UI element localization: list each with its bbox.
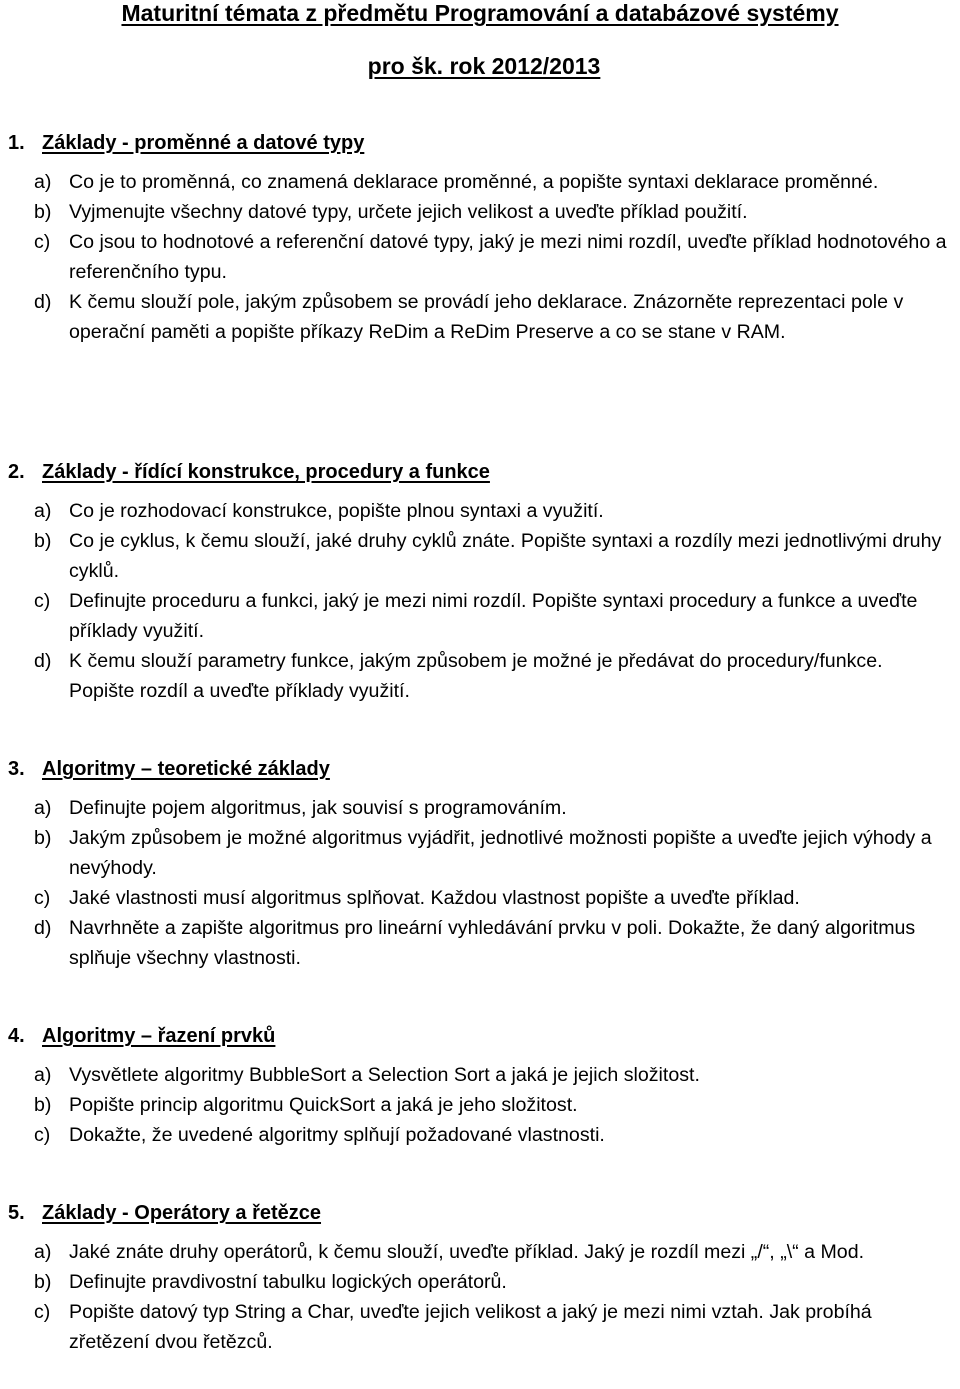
item-letter: b) [34,1094,52,1116]
question-item [8,793,953,823]
item-text: Co jsou to hodnotové a referenční datové typy, jaký je mezi nimi rozdíl, uveďte příklad hodnotového a referenčního typu. [69,231,947,283]
section-heading [8,457,953,487]
section-5 [8,1198,953,1357]
item-text: Definujte pojem algoritmus, jak souvisí s programováním. [69,797,567,819]
question-item [8,227,953,287]
item-text: Co je to proměnná, co znamená deklarace proměnné, a popište syntaxi deklarace proměnné. [69,171,879,193]
item-letter: b) [34,201,52,223]
section-2 [8,457,953,706]
item-letter: a) [34,500,52,522]
section-4 [8,1021,953,1150]
question-item [8,1120,953,1150]
document-title: Maturitní témata z předmětu Programování a databázové systémy [121,0,839,26]
section-number: 5. [8,1202,25,1224]
item-letter: c) [34,887,51,909]
question-item [8,197,953,227]
item-text: Dokažte, že uvedené algoritmy splňují požadované vlastnosti. [69,1124,605,1146]
item-letter: a) [34,797,52,819]
item-text: Jakým způsobem je možné algoritmus vyjádřit, jednotlivé možnosti popište a uveďte jejich výhody a nevýhody. [69,827,932,879]
item-letter: b) [34,827,52,849]
question-item [8,1237,953,1267]
item-letter: a) [34,171,52,193]
question-item [8,167,953,197]
question-item [8,1090,953,1120]
section-number: 3. [8,758,25,780]
section-heading [8,1021,953,1051]
item-letter: a) [34,1064,52,1086]
item-text: Definujte pravdivostní tabulku logických operátorů. [69,1271,507,1293]
section-number: 2. [8,461,25,483]
item-text: Co je rozhodovací konstrukce, popište plnou syntaxi a využití. [69,500,604,522]
item-letter: c) [34,1301,51,1323]
item-letter: d) [34,291,52,313]
item-text: Definujte proceduru a funkci, jaký je mezi nimi rozdíl. Popište syntaxi procedury a funkce a uveďte příklady využití. [69,590,918,642]
item-letter: c) [34,1124,51,1146]
section-number: 1. [8,132,25,154]
section-title: Základy - Operátory a řetězce [42,1202,322,1224]
item-text: K čemu slouží parametry funkce, jakým způsobem je možné je předávat do procedury/funkce. Popište rozdíl a uveďte příklady využití. [69,650,883,702]
item-text: K čemu slouží pole, jakým způsobem se provádí jeho deklarace. Znázorněte reprezentaci pole v operační paměti a popište příkazy ReDim a ReDim Preserve a co se stane v RAM. [69,291,904,343]
question-item [8,287,953,347]
item-letter: c) [34,590,51,612]
question-item [8,646,953,706]
question-item [8,496,953,526]
section-title: Základy - proměnné a datové typy [42,132,365,154]
document-subtitle: pro šk. rok 2012/2013 [367,53,601,79]
section-heading [8,1198,953,1228]
section-title: Základy - řídící konstrukce, procedury a funkce [42,461,490,483]
item-text: Jaké znáte druhy operátorů, k čemu slouží, uveďte příklad. Jaký je rozdíl mezi „/“, „\“ a Mod. [69,1241,865,1263]
question-item [8,883,953,913]
question-item [8,526,953,586]
question-item [8,1267,953,1297]
section-title: Algoritmy – řazení prvků [42,1025,276,1047]
item-text: Navrhněte a zapište algoritmus pro lineární vyhledávání prvku v poli. Dokažte, že daný algoritmus splňuje všechny vlastnosti. [69,917,916,969]
item-text: Vyjmenujte všechny datové typy, určete jejich velikost a uveďte příklad použití. [69,201,748,223]
section-number: 4. [8,1025,25,1047]
section-heading [8,128,953,158]
item-letter: d) [34,917,52,939]
item-letter: d) [34,650,52,672]
item-letter: c) [34,231,51,253]
question-item [8,1297,953,1357]
item-text: Popište datový typ String a Char, uveďte jejich velikost a jaký je mezi nimi vztah. Jak probíhá zřetězení dvou řetězců. [69,1301,872,1353]
item-text: Vysvětlete algoritmy BubbleSort a Selection Sort a jaká je jejich složitost. [69,1064,700,1086]
section-heading [8,754,953,784]
item-letter: b) [34,1271,52,1293]
question-item [8,1060,953,1090]
section-title: Algoritmy – teoretické základy [42,758,330,780]
question-item [8,586,953,646]
question-item [8,823,953,883]
item-text: Jaké vlastnosti musí algoritmus splňovat. Každou vlastnost popište a uveďte příklad. [69,887,800,909]
item-letter: b) [34,530,52,552]
item-text: Co je cyklus, k čemu slouží, jaké druhy cyklů znáte. Popište syntaxi a rozdíly mezi jednotlivými druhy cyklů. [69,530,942,582]
item-letter: a) [34,1241,52,1263]
question-item [8,913,953,973]
section-3 [8,754,953,973]
section-1 [8,128,953,347]
item-text: Popište princip algoritmu QuickSort a jaká je jeho složitost. [69,1094,578,1116]
